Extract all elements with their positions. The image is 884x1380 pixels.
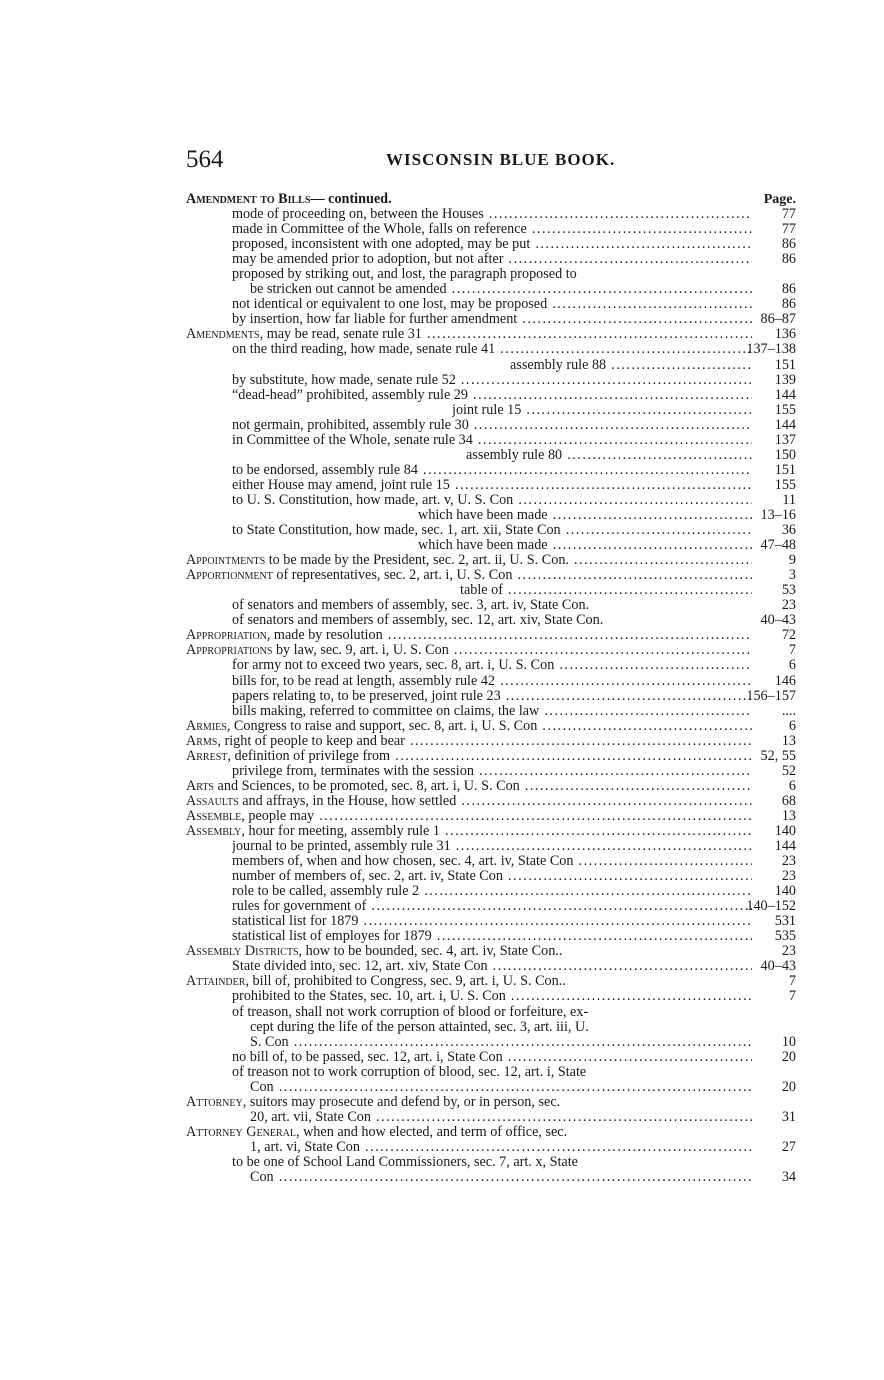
index-entry <box>0 478 884 493</box>
entry-text <box>232 312 752 327</box>
entry-heading: Assembly Districts <box>186 944 299 960</box>
index-entry <box>0 1020 884 1035</box>
index-entry <box>0 914 884 929</box>
index-entry <box>0 899 884 914</box>
entry-text <box>232 884 752 899</box>
entry-description: to State Constitution, how made, sec. 1, art. xii, State Con <box>232 523 561 539</box>
entry-page: 144 <box>774 386 796 403</box>
entry-description: , suitors may prosecute and defend by, or in person, sec. <box>242 1094 561 1110</box>
index-entry <box>0 884 884 899</box>
index-entry <box>0 989 884 1004</box>
entry-description: , made by resolution <box>266 628 383 644</box>
index-entry <box>0 944 884 959</box>
entry-description: proposed by striking out, and lost, the paragraph proposed to <box>232 267 577 283</box>
entry-page: 136 <box>774 326 796 343</box>
entry-description: , definition of privilege from <box>227 748 391 764</box>
index-entry <box>0 959 884 974</box>
entry-page: 23 <box>781 868 796 885</box>
entry-description: to U. S. Constitution, how made, art. v, U. S. Con <box>232 492 514 508</box>
entry-page: 31 <box>781 1108 796 1125</box>
entry-text <box>232 237 752 252</box>
index-entry <box>0 553 884 568</box>
entry-page: 13 <box>781 732 796 749</box>
entry-description: , may be read, senate rule 31 <box>259 327 422 343</box>
entry-description: and affrays, in the House, how settled <box>238 793 457 809</box>
entry-text <box>250 1140 752 1155</box>
entry-description: of senators and members of assembly, sec. 12, art. xiv, State Con. <box>232 613 604 629</box>
entry-page: 40–43 <box>760 612 796 629</box>
index-entry <box>0 974 884 989</box>
entry-description: rules for government of <box>232 899 367 915</box>
index-entry <box>0 643 884 658</box>
entry-description: privilege from, terminates with the session <box>232 763 474 779</box>
index-entry <box>0 463 884 478</box>
entry-heading: Apportionment <box>186 568 273 584</box>
entry-description: not germain, prohibited, assembly rule 30 <box>232 417 469 433</box>
entry-text <box>460 583 752 598</box>
entry-description: role to be called, assembly rule 2 <box>232 884 420 900</box>
index-entry <box>0 538 884 553</box>
index-entry <box>0 342 884 357</box>
entry-text <box>186 192 752 207</box>
entry-description: by substitute, how made, senate rule 52 <box>232 372 456 388</box>
entry-text <box>186 628 752 643</box>
entry-text <box>232 493 752 508</box>
entry-description: State divided into, sec. 12, art. xiv, State Con <box>232 959 488 975</box>
index-entry <box>0 222 884 237</box>
index-entry <box>0 448 884 463</box>
entry-page: 151 <box>774 461 796 478</box>
entry-text <box>232 1050 752 1065</box>
index-entry <box>0 929 884 944</box>
index-entry <box>0 1110 884 1125</box>
entry-page: 13 <box>781 807 796 824</box>
index-entry <box>0 628 884 643</box>
entry-text <box>186 809 752 824</box>
entry-description: 1, art. vi, State Con <box>250 1139 360 1155</box>
entry-description: papers relating to, to be preserved, joint rule 23 <box>232 688 501 704</box>
entry-description: journal to be printed, assembly rule 31 <box>232 839 451 855</box>
entry-page: 23 <box>781 597 796 614</box>
entry-text <box>186 643 752 658</box>
index-entry <box>0 689 884 704</box>
entry-text <box>232 959 752 974</box>
entry-text <box>186 1125 752 1140</box>
entry-description: — continued. <box>310 192 392 207</box>
entry-description: “dead-head” prohibited, assembly rule 29 <box>232 387 468 403</box>
entry-text <box>232 373 752 388</box>
entry-description: , bill of, prohibited to Congress, sec. 9, art. i, U. S. Con.. <box>245 974 566 990</box>
index-entry <box>0 583 884 598</box>
entry-page: 27 <box>781 1138 796 1155</box>
entry-page: 9 <box>788 552 796 569</box>
entry-text <box>232 433 752 448</box>
entry-text <box>232 869 752 884</box>
index-entry <box>0 327 884 342</box>
entry-description: which have been made <box>418 538 548 554</box>
entry-page: 53 <box>781 582 796 599</box>
entry-text <box>232 704 752 719</box>
entry-page: 6 <box>788 717 796 734</box>
index-entry <box>0 869 884 884</box>
entry-page: 144 <box>774 416 796 433</box>
entry-heading: Assaults <box>186 793 239 809</box>
entry-description: to be one of School Land Commissioners, sec. 7, art. x, State <box>232 1155 578 1170</box>
entry-text <box>186 568 752 583</box>
index-entry <box>0 854 884 869</box>
entry-description: , Congress to raise and support, sec. 8, art. i, U. S. Con <box>226 718 538 734</box>
index-entry <box>0 1140 884 1155</box>
entry-page: 140–152 <box>746 898 796 915</box>
entry-heading: Arrest <box>186 748 228 764</box>
entry-page: 34 <box>781 1169 796 1186</box>
index-entry <box>0 824 884 839</box>
entry-text <box>232 1005 752 1020</box>
entry-text <box>232 523 752 538</box>
entry-text <box>250 1035 752 1050</box>
page-number: 564 <box>186 146 224 173</box>
entry-text <box>418 508 752 523</box>
entry-text <box>186 719 752 734</box>
entry-text <box>186 824 752 839</box>
entry-text <box>186 1095 752 1110</box>
entry-text <box>186 794 752 809</box>
entry-page: 140 <box>774 883 796 900</box>
index-entry <box>0 1035 884 1050</box>
entry-page: 23 <box>781 943 796 960</box>
entry-page: 144 <box>774 838 796 855</box>
entry-description: S. Con <box>250 1034 289 1050</box>
index-entry <box>0 418 884 433</box>
entry-page: 150 <box>774 446 796 463</box>
entry-description: for army not to exceed two years, sec. 8, art. i, U. S. Con <box>232 658 555 674</box>
entry-text <box>232 1155 752 1170</box>
index-entry <box>0 704 884 719</box>
index-entry <box>0 1125 884 1140</box>
entry-page: 531 <box>774 913 796 930</box>
entry-description: and Sciences, to be promoted, sec. 8, art. i, U. S. Con <box>214 778 520 794</box>
index-entry <box>0 1005 884 1020</box>
entry-description: , when and how elected, and term of office, sec. <box>295 1124 568 1140</box>
entry-text <box>232 267 752 282</box>
entry-page: 146 <box>774 672 796 689</box>
index-entry <box>0 1080 884 1095</box>
entry-page: 151 <box>774 356 796 373</box>
entry-description: either House may amend, joint rule 15 <box>232 477 450 493</box>
entry-page: 47–48 <box>760 537 796 554</box>
entry-text <box>186 974 752 989</box>
index-entry <box>0 207 884 222</box>
entry-description: which have been made <box>418 507 548 523</box>
entry-heading: Amendments <box>186 327 260 343</box>
entry-text <box>232 478 752 493</box>
entry-heading: Arms <box>186 733 218 749</box>
entry-text <box>232 914 752 929</box>
entry-page: 139 <box>774 371 796 388</box>
entry-heading: Amendment to Bills <box>186 192 311 207</box>
entry-description: no bill of, to be passed, sec. 12, art. i, State Con <box>232 1049 503 1065</box>
entry-page: 155 <box>774 401 796 418</box>
entry-heading: Assemble <box>186 808 242 824</box>
index-entry <box>0 764 884 779</box>
index-entry <box>0 282 884 297</box>
index-entry <box>0 839 884 854</box>
index-entry <box>0 794 884 809</box>
entry-heading: Assembly <box>186 823 242 839</box>
entry-text <box>232 297 752 312</box>
entry-description: of senators and members of assembly, sec. 3, art. iv, State Con. <box>232 598 590 614</box>
entry-text <box>466 448 752 463</box>
index-list <box>0 192 884 1185</box>
entry-page: 156–157 <box>746 687 796 704</box>
entry-text <box>250 282 752 297</box>
entry-description: proposed, inconsistent with one adopted, may be put <box>232 237 531 253</box>
entry-text <box>232 613 752 628</box>
entry-description: statistical list for 1879 <box>232 914 359 930</box>
entry-description: , hour for meeting, assembly rule 1 <box>241 823 440 839</box>
entry-heading: Arts <box>186 778 214 794</box>
entry-heading: Armies <box>186 718 227 734</box>
entry-page: 6 <box>788 657 796 674</box>
entry-description: of treason, shall not work corruption of blood or forfeiture, ex- <box>232 1004 589 1020</box>
entry-page: 86 <box>781 251 796 268</box>
index-entry <box>0 1170 884 1185</box>
index-entry <box>0 373 884 388</box>
entry-page: 52 <box>781 762 796 779</box>
index-entry <box>0 1050 884 1065</box>
entry-description: Con <box>250 1170 274 1186</box>
entry-page: 7 <box>788 642 796 659</box>
entry-heading: Attorney <box>186 1094 243 1110</box>
entry-description: to be endorsed, assembly rule 84 <box>232 462 418 478</box>
entry-description: prohibited to the States, sec. 10, art. i, U. S. Con <box>232 989 506 1005</box>
entry-description: , right of people to keep and bear <box>217 733 405 749</box>
entry-page: 86 <box>781 236 796 253</box>
entry-description: in Committee of the Whole, senate rule 34 <box>232 432 473 448</box>
entry-description: joint rule 15 <box>452 402 522 418</box>
entry-description: bills making, referred to committee on claims, the law <box>232 703 540 719</box>
index-entry <box>0 1095 884 1110</box>
entry-page: 86 <box>781 281 796 298</box>
entry-description: made in Committee of the Whole, falls on reference <box>232 222 527 238</box>
entry-description: , how to be bounded, sec. 4, art. iv, State Con.. <box>298 944 563 960</box>
entry-heading: Appropriation <box>186 628 267 644</box>
entry-page: 68 <box>781 792 796 809</box>
index-entry <box>0 779 884 794</box>
entry-description: 20, art. vii, State Con <box>250 1109 371 1125</box>
entry-text <box>232 463 752 478</box>
entry-text <box>232 1065 752 1080</box>
entry-page: 20 <box>781 1078 796 1095</box>
index-entry <box>0 674 884 689</box>
entry-page: 36 <box>781 522 796 539</box>
entry-page: 535 <box>774 928 796 945</box>
entry-text <box>186 734 752 749</box>
index-entry <box>0 734 884 749</box>
entry-text <box>232 418 752 433</box>
entry-heading: Appropriations <box>186 643 273 659</box>
entry-text <box>510 358 752 373</box>
entry-description: bills for, to be read at length, assembly rule 42 <box>232 673 496 689</box>
entry-description: by insertion, how far liable for further amendment <box>232 312 518 328</box>
entry-page: 7 <box>788 973 796 990</box>
entry-description: number of members of, sec. 2, art. iv, State Con <box>232 869 503 885</box>
entry-heading: Appointments <box>186 553 266 569</box>
entry-page: 10 <box>781 1033 796 1050</box>
index-entry <box>0 403 884 418</box>
index-entry <box>0 613 884 628</box>
entry-description: of representatives, sec. 2, art. i, U. S. Con <box>272 568 513 584</box>
entry-text <box>232 674 752 689</box>
entry-text <box>186 327 752 342</box>
entry-text <box>232 989 752 1004</box>
index-entry <box>0 433 884 448</box>
entry-description: may be amended prior to adoption, but not after <box>232 252 504 268</box>
entry-page: 77 <box>781 206 796 223</box>
entry-description: members of, when and how chosen, sec. 4, art. iv, State Con <box>232 854 574 870</box>
index-entry <box>0 312 884 327</box>
entry-description: not identical or equivalent to one lost, may be proposed <box>232 297 548 313</box>
entry-heading: Attainder <box>186 974 246 990</box>
entry-description: mode of proceeding on, between the Houses <box>232 207 484 223</box>
entry-page: 77 <box>781 221 796 238</box>
entry-text <box>232 252 752 267</box>
index-entry <box>0 297 884 312</box>
entry-text <box>232 929 752 944</box>
index-entry <box>0 192 884 207</box>
index-entry <box>0 388 884 403</box>
entry-text <box>232 839 752 854</box>
entry-page: 137–138 <box>746 341 796 358</box>
index-entry <box>0 809 884 824</box>
entry-text <box>232 854 752 869</box>
entry-page: 11 <box>782 491 796 508</box>
entry-text <box>232 658 752 673</box>
index-entry <box>0 252 884 267</box>
index-entry <box>0 493 884 508</box>
entry-text <box>250 1110 752 1125</box>
entry-page: 140 <box>774 822 796 839</box>
entry-page: 7 <box>788 988 796 1005</box>
index-entry <box>0 598 884 613</box>
entry-description: statistical list of employes for 1879 <box>232 929 432 945</box>
entry-description: assembly rule 80 <box>466 447 563 463</box>
page-column-label: Page. <box>763 192 796 207</box>
index-entry <box>0 1065 884 1080</box>
entry-description: Con <box>250 1079 274 1095</box>
entry-page: 72 <box>781 627 796 644</box>
entry-description: table of <box>460 583 503 599</box>
entry-page: 52, 55 <box>760 747 796 764</box>
entry-text <box>418 538 752 553</box>
entry-page: 23 <box>781 853 796 870</box>
entry-text <box>186 944 752 959</box>
entry-text <box>232 764 752 779</box>
index-entry <box>0 568 884 583</box>
entry-heading: Attorney General <box>186 1124 296 1140</box>
entry-page: .... <box>781 702 796 719</box>
entry-text <box>232 342 752 357</box>
entry-page: 40–43 <box>760 958 796 975</box>
entry-description: by law, sec. 9, art. i, U. S. Con <box>272 643 449 659</box>
entry-description: on the third reading, how made, senate rule 41 <box>232 342 496 358</box>
entry-description: assembly rule 88 <box>510 357 607 373</box>
entry-text <box>186 749 752 764</box>
entry-text <box>232 689 752 704</box>
entry-text <box>232 598 752 613</box>
entry-page: 137 <box>774 431 796 448</box>
index-entry <box>0 508 884 523</box>
entry-description: cept during the life of the person attainted, sec. 3, art. iii, U. <box>250 1019 589 1035</box>
entry-text <box>232 207 752 222</box>
entry-page: 20 <box>781 1048 796 1065</box>
running-head: WISCONSIN BLUE BOOK. <box>386 150 616 169</box>
index-entry <box>0 719 884 734</box>
entry-description: be stricken out cannot be amended <box>250 282 447 298</box>
index-entry <box>0 1155 884 1170</box>
entry-description: , people may <box>241 808 315 824</box>
entry-description: of treason not to work corruption of blood, sec. 12, art. i, State <box>232 1064 587 1080</box>
page-header <box>186 146 796 178</box>
entry-page: 86–87 <box>760 311 796 328</box>
index-entry <box>0 358 884 373</box>
entry-page: 155 <box>774 476 796 493</box>
entry-text <box>250 1080 752 1095</box>
entry-text <box>232 899 752 914</box>
entry-text <box>250 1020 752 1035</box>
entry-description: to be made by the President, sec. 2, art. ii, U. S. Con. <box>265 553 569 569</box>
entry-page: 6 <box>788 777 796 794</box>
entry-page: 86 <box>781 296 796 313</box>
entry-text <box>232 388 752 403</box>
entry-text <box>186 553 752 568</box>
index-entry <box>0 267 884 282</box>
index-entry <box>0 237 884 252</box>
entry-text <box>186 779 752 794</box>
index-entry <box>0 749 884 764</box>
index-entry <box>0 523 884 538</box>
entry-text <box>452 403 752 418</box>
entry-text <box>232 222 752 237</box>
entry-page: 3 <box>788 567 796 584</box>
entry-text <box>250 1170 752 1185</box>
entry-page: 13–16 <box>760 506 796 523</box>
index-entry <box>0 658 884 673</box>
